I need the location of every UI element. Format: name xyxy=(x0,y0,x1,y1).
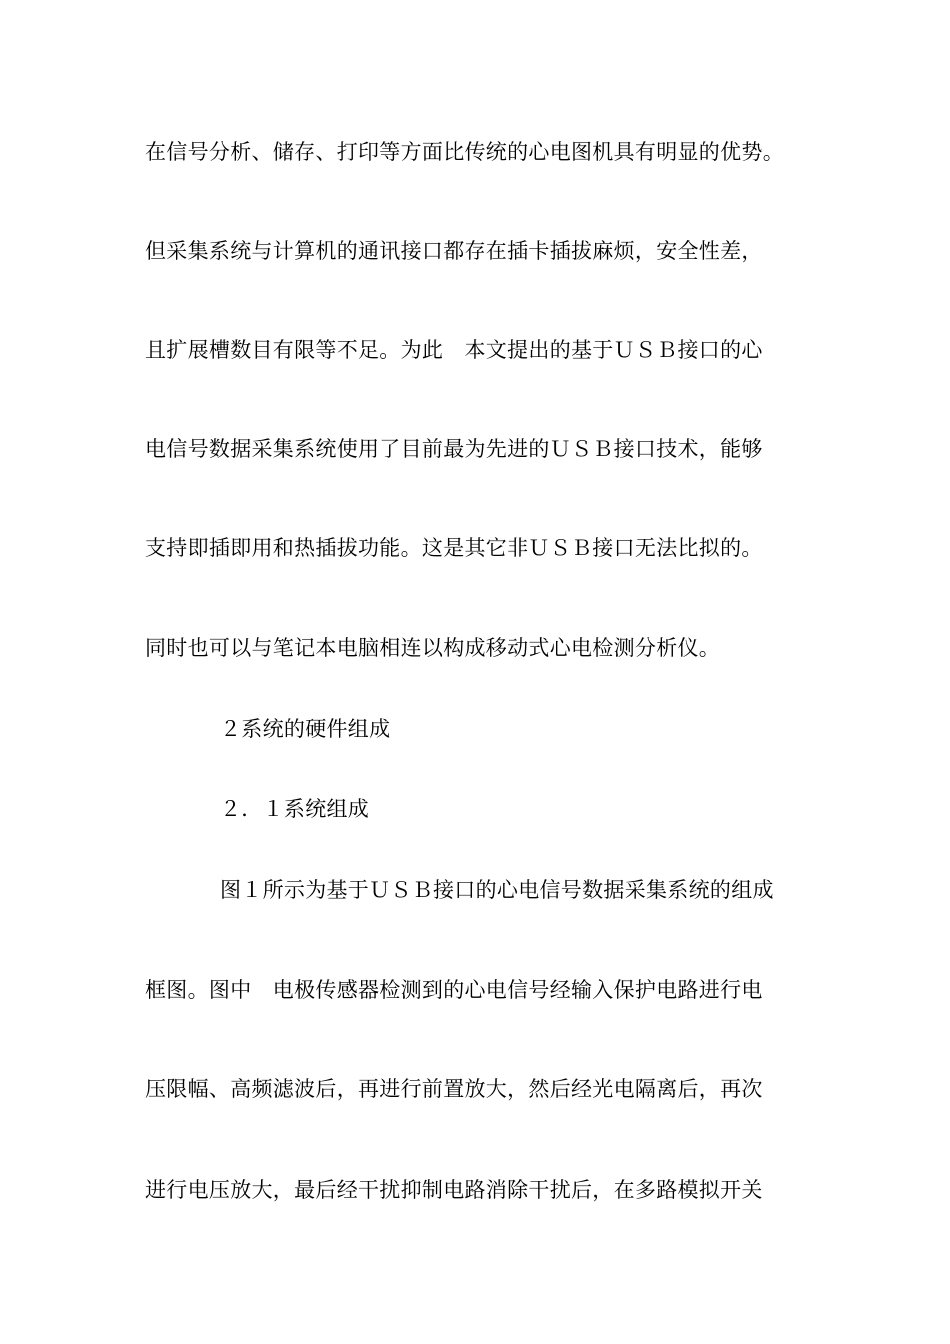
section-heading: ２系统的硬件组成 xyxy=(220,717,391,741)
subsection-heading: ２．１系统组成 xyxy=(220,797,370,821)
paragraph-line-7: 图１所示为基于ＵＳＢ接口的心电信号数据采集系统的组成 xyxy=(220,878,774,902)
paragraph-line-10: 进行电压放大，最后经干扰抑制电路消除干扰后，在多路模拟开关 xyxy=(145,1178,763,1202)
paragraph-line-1: 在信号分析、储存、打印等方面比传统的心电图机具有明显的优势。 xyxy=(145,140,784,164)
paragraph-line-8: 框图。图中 电极传感器检测到的心电信号经输入保护电路进行电 xyxy=(145,978,763,1002)
paragraph-line-3: 且扩展槽数目有限等不足。为此 本文提出的基于ＵＳＢ接口的心 xyxy=(145,338,763,362)
paragraph-line-6: 同时也可以与笔记本电脑相连以构成移动式心电检测分析仪。 xyxy=(145,636,721,660)
paragraph-line-4: 电信号数据采集系统使用了目前最为先进的ＵＳＢ接口技术，能够 xyxy=(145,437,763,461)
paragraph-line-9: 压限幅、高频滤波后，再进行前置放大，然后经光电隔离后，再次 xyxy=(145,1077,763,1101)
paragraph-line-5: 支持即插即用和热插拔功能。这是其它非ＵＳＢ接口无法比拟的。 xyxy=(145,536,763,560)
paragraph-line-2: 但采集系统与计算机的通讯接口都存在插卡插拔麻烦，安全性差， xyxy=(145,239,763,263)
